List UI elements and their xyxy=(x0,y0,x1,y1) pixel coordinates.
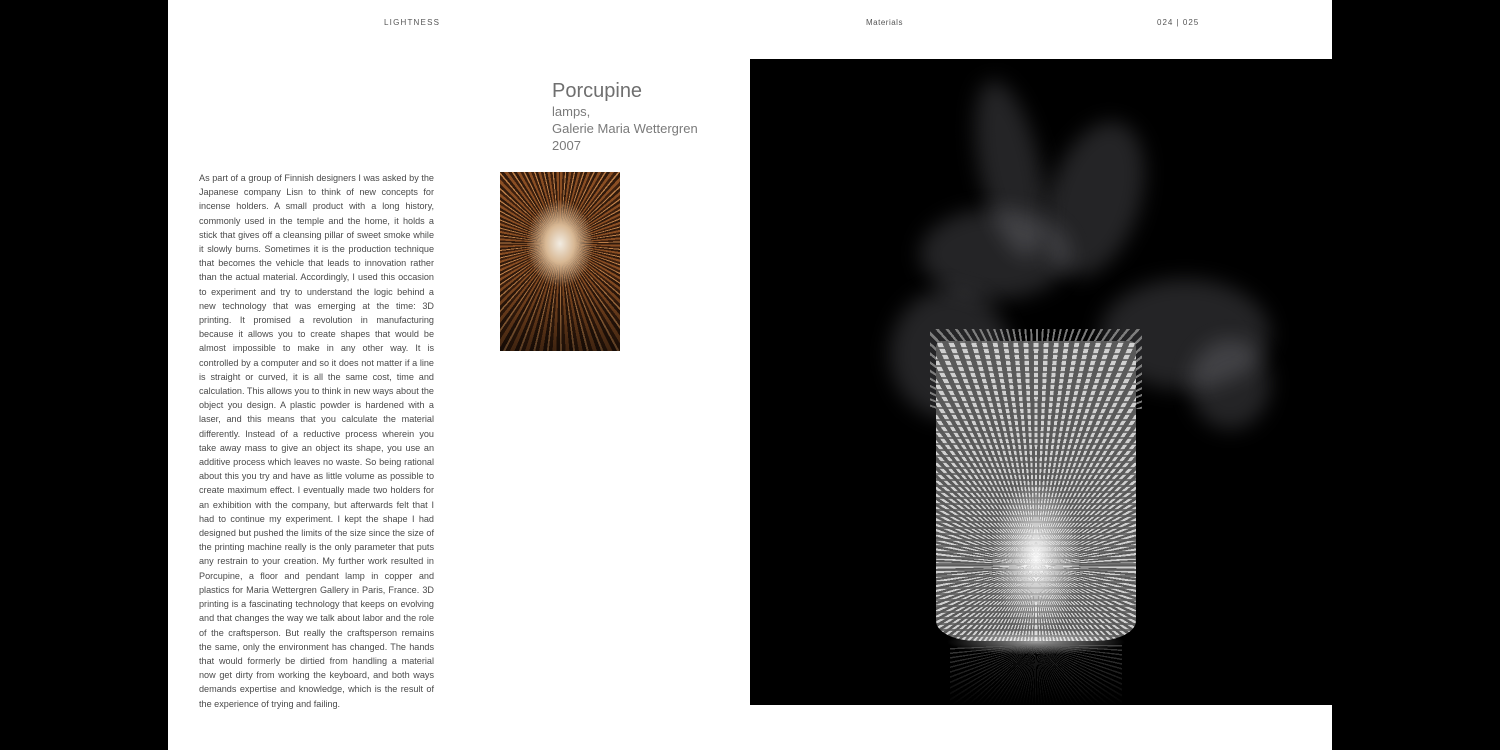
book-spread xyxy=(168,0,1332,750)
smoke-wisp xyxy=(920,209,1070,299)
porcupine-lamp xyxy=(936,341,1136,641)
running-head-section: LIGHTNESS xyxy=(384,18,441,27)
project-title: Porcupine xyxy=(552,80,643,102)
body-text: As part of a group of Finnish designers I was asked by the Japanese company Lisn to think of new concepts for incense holders. A small product with a long history, commonly used in the temple and the home, it holds a stick that gives off a cleansing pillar of sweet smoke while it slowly burns. Sometimes it is the production technique that becomes the vehicle that leads to innovation rather than the actual material. Accordingly, I used this occasion to experiment and try to understand the logic behind a new technology that was emerging at the time: 3D printing. It promised a revolution in manufacturing because it allows you to create shapes that would be almost impossible to make in any other way. It is controlled by a computer and so it does not matter if a line is straight or curved, it is all the same cost, time and calculation. This allows you to think in new ways about the object you design. A plastic powder is hardened with a laser, and this means that you calculate the material differently. Instead of a reductive process wherein you take away mass to give an object its shape, you use an additive process which leaves no waste. So being rational about this you try and have as little volume as possible to create maximum effect. I eventually made two holders for an exhibition with the company, but afterwards felt that I had to continue my experiment. I kept the shape I had designed but pushed the limits of the size since the size of the printing machine really is the only parameter that puts any restrain to your creation. My further work resulted in Porcupine, a floor and pendant lamp in copper and plastics for Maria Wettergren Gallery in Paris, France. 3D printing is a fascinating technology that keeps on evolving and that changes the way we talk about labor and the role of the craftsperson. But really the craftsperson remains the same, only the environment has changed. The hands that would formerly be dirtied from handling a material now get dirty from working the keyboard, and both ways demands expertise and knowledge, which is the result of the experience of trying and failing. xyxy=(199,173,434,709)
project-type: lamps, xyxy=(552,104,591,119)
project-gallery: Galerie Maria Wettergren xyxy=(552,121,698,136)
running-head-chapter: Materials xyxy=(866,18,903,27)
project-caption xyxy=(552,79,698,154)
page-numbers: 024 | 025 xyxy=(1157,18,1200,27)
copper-lamp-thumbnail xyxy=(500,172,620,351)
smoke-wisp xyxy=(1190,339,1270,429)
lamp-reflection xyxy=(950,645,1122,705)
main-lamp-photo xyxy=(750,59,1332,705)
project-year: 2007 xyxy=(552,138,581,153)
